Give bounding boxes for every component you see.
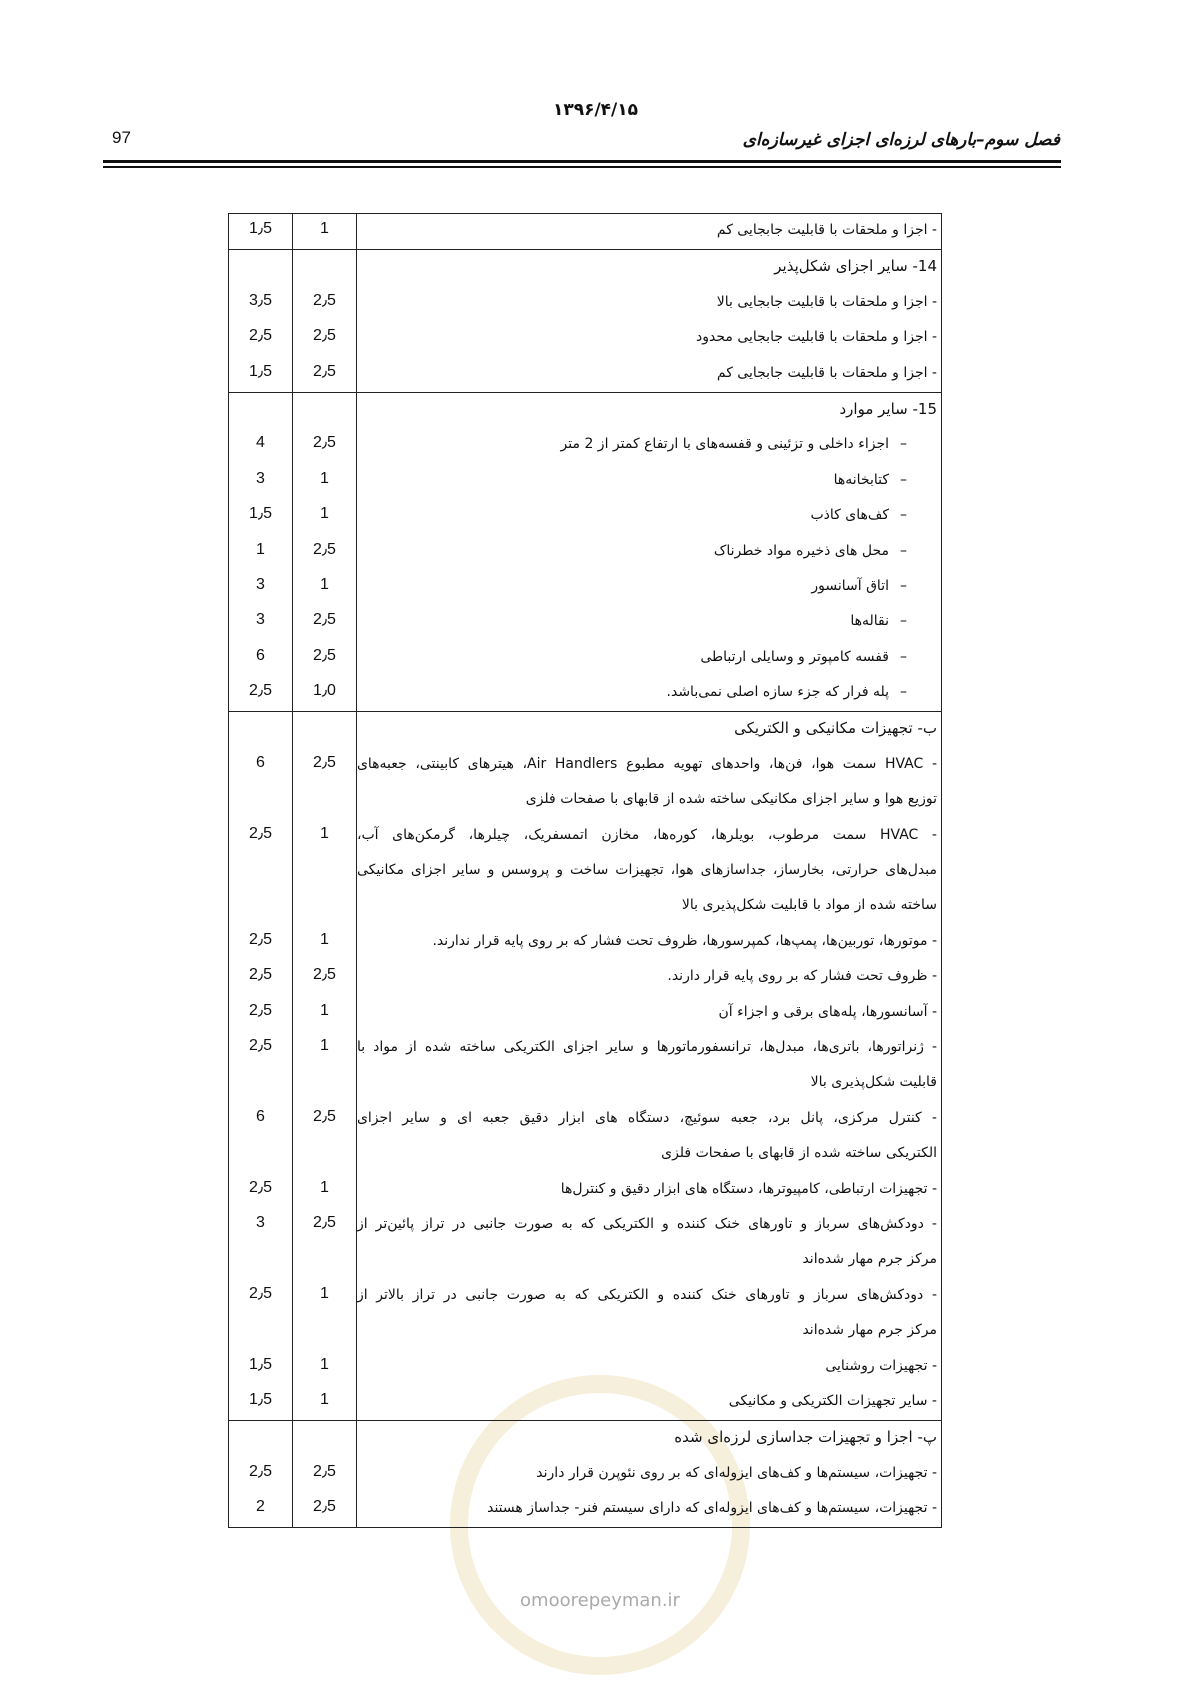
value-right-column: 2٫5	[248, 682, 272, 700]
header-rule-thick	[103, 160, 1061, 163]
value-right-column: 2٫5	[248, 1001, 272, 1019]
empty-cell	[292, 712, 356, 748]
table-row	[229, 996, 942, 1031]
group-title-row	[229, 712, 942, 748]
table-row	[229, 1173, 942, 1208]
row-description: - اجزا و ملحقات با قابلیت جابجایی محدود	[695, 329, 937, 346]
row-description: - سایر تجهیزات الکتریکی و مکانیکی	[728, 1392, 937, 1409]
value-left-column: 1٫0	[312, 682, 336, 700]
value-right-column: 2٫5	[248, 1036, 272, 1054]
value-right-column: 1٫5	[248, 362, 272, 380]
row-description: – قفسه کامپوتر و وسایلی ارتباطی	[357, 641, 937, 676]
value-left-column: 1	[320, 1355, 329, 1373]
empty-cell	[229, 392, 293, 428]
table-row	[229, 214, 942, 250]
value-right-column: 1٫5	[248, 220, 272, 237]
value-right-column: 3	[256, 611, 265, 629]
empty-cell	[292, 1421, 356, 1457]
row-description: - تجهیزات ارتباطی، کامپیوترها، دستگاه های ابزار دقیق و کنترل‌ها	[560, 1180, 937, 1197]
value-right-column: 1٫5	[248, 1355, 272, 1373]
group-title: 14- سایر اجزای شکل‌پذیر	[774, 257, 937, 276]
value-right-column: 1٫5	[248, 505, 272, 523]
value-left-column: 2٫5	[312, 1498, 336, 1516]
row-description: ساخته شده از مواد با قابلیت شکل‌پذیری بالا	[681, 897, 937, 914]
row-description: – اجزاء داخلی و تزئینی و قفسه‌های با ارتفاع کمتر از 2 متر	[357, 428, 937, 463]
table-row	[229, 1350, 942, 1385]
value-right-column: 1	[256, 540, 265, 558]
value-left-column: 2٫5	[312, 1462, 336, 1480]
value-right-column: 3	[256, 1213, 265, 1231]
group-title: پ- اجزا و تجهیزات جداسازی لرزه‌ای شده	[674, 1428, 937, 1447]
value-left-column: 1	[320, 824, 329, 842]
header-rule-thin	[103, 166, 1061, 168]
group-title-row	[229, 392, 942, 428]
table-group	[229, 392, 942, 712]
value-left-column: 2٫5	[312, 611, 336, 629]
document-date: ۱۳۹۶/۴/۱۵	[552, 100, 639, 120]
row-description: - دودکش‌های سرباز و تاورهای خنک کننده و الکتریکی که به صورت جانبی در تراز پائین‌تر از	[356, 1215, 937, 1232]
table-group	[229, 1421, 942, 1528]
group-title: 15- سایر موارد	[839, 399, 937, 418]
value-right-column: 3	[256, 575, 265, 593]
row-description: توزیع هوا و سایر اجزای مکانیکی ساخته شده از قابهای با صفحات فلزی	[525, 791, 937, 808]
table-row	[229, 499, 942, 534]
empty-cell	[292, 392, 356, 428]
empty-cell	[229, 712, 293, 748]
value-left-column: 2٫5	[312, 966, 336, 984]
chapter-title: فصل سوم–بارهای لرزه‌ای اجزای غیرسازه‌ای	[742, 130, 1060, 150]
group-title-row	[229, 250, 942, 286]
value-right-column: 6	[256, 1107, 265, 1125]
row-description: - دودکش‌های سرباز و تاورهای خنک کننده و الکتریکی که به صورت جانبی در تراز بالاتر از	[356, 1286, 937, 1303]
empty-cell	[229, 250, 293, 286]
table-row	[229, 535, 942, 570]
row-description: - اجزا و ملحقات با قابلیت جابجایی کم	[716, 222, 937, 238]
row-description: - HVAC سمت هوا، فن‌ها، واحدهای تهویه مطبوع Air Handlers، هیترهای کابینتی، جعبه‌های	[356, 755, 937, 772]
value-left-column: 2٫5	[312, 291, 336, 309]
row-description: مرکز جرم مهار شده‌اند	[802, 1251, 937, 1268]
table-row	[229, 1457, 942, 1492]
row-description: - موتورها، توربین‌ها، پمپ‌ها، کمپرسورها، ظروف تحت فشار که بر روی پایه قرار ندارند.	[432, 932, 937, 949]
table-row	[229, 960, 942, 995]
value-left-column: 2٫5	[312, 540, 336, 558]
row-description: مبدل‌های حرارتی، بخارساز، جداسازهای هوا، تجهیزات ساخت و پروسس و سایر اجزای مکانیکی	[356, 862, 937, 879]
table-row	[229, 1492, 942, 1528]
page-number: 97	[112, 128, 131, 147]
value-left-column: 1	[320, 505, 329, 523]
table-row	[229, 428, 942, 463]
table-row	[229, 357, 942, 393]
value-left-column: 1	[320, 930, 329, 948]
row-description: – کتابخانه‌ها	[357, 464, 937, 499]
value-right-column: 3	[256, 469, 265, 487]
row-description: - اجزا و ملحقات با قابلیت جابجایی کم	[716, 364, 937, 381]
row-description: - ظروف تحت فشار که بر روی پایه قرار دارند.	[667, 968, 937, 985]
value-right-column: 6	[256, 646, 265, 664]
row-description: – کف‌های کاذب	[357, 499, 937, 534]
value-right-column: 2٫5	[248, 824, 272, 842]
table-row	[229, 321, 942, 356]
value-left-column: 1	[320, 469, 329, 487]
value-left-column: 2٫5	[312, 646, 336, 664]
table-row	[229, 676, 942, 712]
coefficient-table	[228, 213, 942, 1528]
table-row	[229, 1208, 942, 1279]
watermark-text: omoorepeyman.ir	[520, 1590, 680, 1611]
value-right-column: 6	[256, 753, 265, 771]
row-description: - اجزا و ملحقات با قابلیت جابجایی بالا	[716, 293, 937, 310]
row-description: - تجهیزات، سیستم‌ها و کف‌های ایزوله‌ای که بر روی نئوپرن قرار دارند	[536, 1464, 937, 1481]
row-description: - HVAC سمت مرطوب، بویلرها، کوره‌ها، مخازن اتمسفریک، چیلرها، گرمکن‌های آب،	[356, 826, 937, 843]
value-left-column: 2٫5	[312, 753, 336, 771]
group-title-row	[229, 1421, 942, 1457]
value-left-column: 1	[320, 1178, 329, 1196]
table-row	[229, 819, 942, 925]
value-right-column: 2٫5	[248, 930, 272, 948]
row-description: قابلیت شکل‌پذیری بالا	[810, 1074, 937, 1091]
value-right-column: 2٫5	[248, 327, 272, 345]
table-group	[229, 214, 942, 250]
table-row	[229, 748, 942, 819]
row-description: - کنترل مرکزی، پانل برد، جعبه سوئیچ، دستگاه های ابزار دقیق جعبه ای و سایر اجزای	[356, 1109, 937, 1126]
value-left-column: 1	[320, 1001, 329, 1019]
value-left-column: 1	[320, 220, 329, 237]
row-description: – نقاله‌ها	[357, 605, 937, 640]
value-left-column: 1	[320, 1284, 329, 1302]
row-description: - آسانسورها، پله‌های برقی و اجزاء آن	[718, 1003, 937, 1020]
table-row	[229, 605, 942, 640]
row-description: مرکز جرم مهار شده‌اند	[802, 1322, 937, 1339]
row-description: - تجهیزات روشنایی	[825, 1357, 937, 1374]
table-row	[229, 1031, 942, 1102]
value-right-column: 2٫5	[248, 966, 272, 984]
value-left-column: 2٫5	[312, 1107, 336, 1125]
table-row	[229, 641, 942, 676]
value-right-column: 2٫5	[248, 1462, 272, 1480]
table-row	[229, 925, 942, 960]
table-row	[229, 570, 942, 605]
row-description: – محل های ذخیره مواد خطرناک	[357, 535, 937, 570]
table-group	[229, 250, 942, 393]
row-description: – پله فرار که جزء سازه اصلی نمی‌باشد.	[357, 676, 937, 711]
value-right-column: 2	[256, 1498, 265, 1516]
row-description: الکتریکی ساخته شده از قابهای با صفحات فلزی	[661, 1145, 937, 1162]
row-description: - تجهیزات، سیستم‌ها و کف‌های ایزوله‌ای که دارای سیستم فنر- جداساز هستند	[487, 1500, 937, 1517]
value-right-column: 1٫5	[248, 1390, 272, 1408]
value-left-column: 2٫5	[312, 1213, 336, 1231]
table-row	[229, 286, 942, 321]
value-left-column: 2٫5	[312, 362, 336, 380]
table-row	[229, 464, 942, 499]
row-description: - ژنراتورها، باتری‌ها، مبدل‌ها، ترانسفورماتورها و سایر اجزای الکتریکی ساخته شده از مواد با	[356, 1038, 937, 1055]
value-left-column: 1	[320, 1390, 329, 1408]
empty-cell	[292, 250, 356, 286]
empty-cell	[229, 1421, 293, 1457]
value-right-column: 3٫5	[248, 291, 272, 309]
value-right-column: 4	[256, 434, 265, 452]
table-row	[229, 1279, 942, 1350]
value-right-column: 2٫5	[248, 1284, 272, 1302]
value-left-column: 2٫5	[312, 434, 336, 452]
table-row	[229, 1102, 942, 1173]
value-left-column: 1	[320, 575, 329, 593]
table-group	[229, 712, 942, 1421]
row-description: – اتاق آسانسور	[357, 570, 937, 605]
value-right-column: 2٫5	[248, 1178, 272, 1196]
value-left-column: 2٫5	[312, 327, 336, 345]
group-title: ب- تجهیزات مکانیکی و الکتریکی	[734, 719, 937, 738]
value-left-column: 1	[320, 1036, 329, 1054]
table-row	[229, 1385, 942, 1421]
